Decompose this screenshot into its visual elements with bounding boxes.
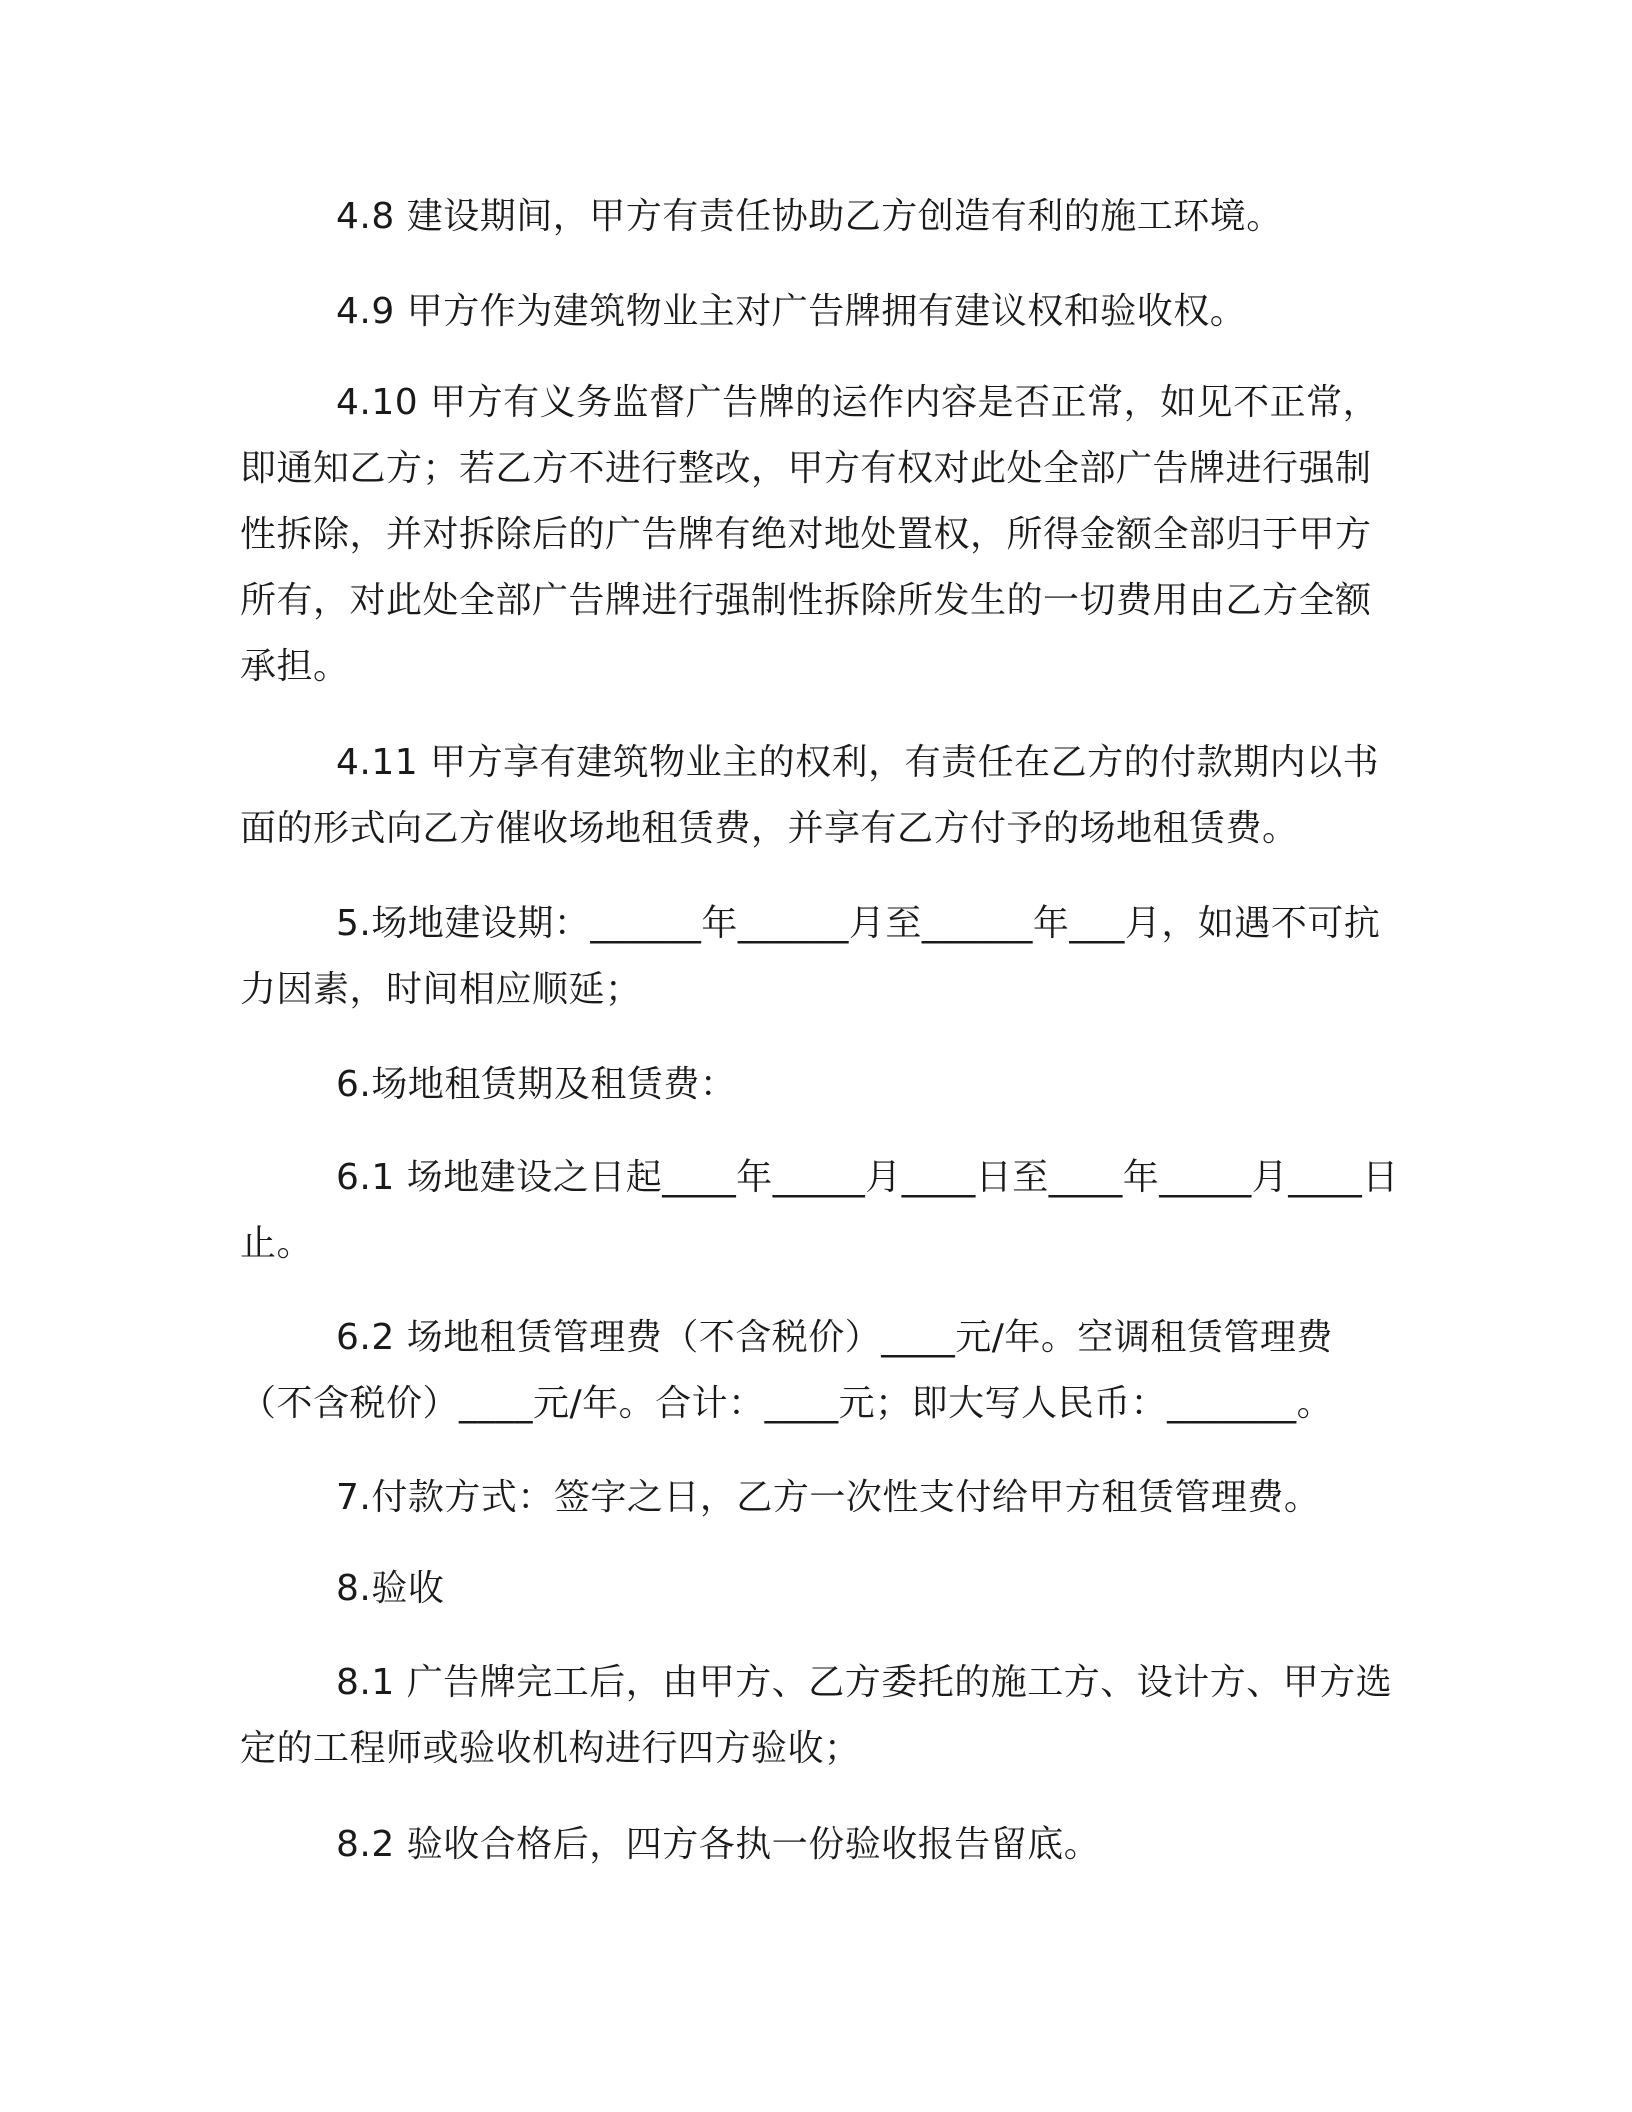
clause-4-8: 4.8 建设期间，甲方有责任协助乙方创造有利的施工环境。 [336, 196, 1283, 237]
clause-8-1: 8.1 广告牌完工后，由甲方、乙方委托的施工方、设计方、甲方选定的工程师或验收机构进行四方验收； [240, 1662, 1393, 1769]
clause-7: 7.付款方式：签字之日，乙方一次性支付给甲方租赁管理费。 [336, 1477, 1321, 1518]
clause-6-2: 6.2 场地租赁管理费（不含税价）____元/年。空调租赁管理费（不含税价）____元/年。合计：____元；即大写人民币：_______。 [240, 1317, 1334, 1424]
clause-8-2: 8.2 验收合格后，四方各执一份验收报告留底。 [336, 1824, 1101, 1865]
clause-4-9: 4.9 甲方作为建筑物业主对广告牌拥有建议权和验收权。 [336, 291, 1247, 332]
clause-4-10: 4.10 甲方有义务监督广告牌的运作内容是否正常，如见不正常，即通知乙方；若乙方不进行整改，甲方有权对此处全部广告牌进行强制性拆除，并对拆除后的广告牌有绝对地处置权，所得金额全部归于甲方所有，对此处全部广告牌进行强制性拆除所发生的一切费用由乙方全额承担。 [240, 382, 1380, 687]
clause-8: 8.验收 [336, 1568, 445, 1609]
clause-5: 5.场地建设期：______年______月至______年___月，如遇不可抗力因素，时间相应顺延； [240, 903, 1381, 1010]
clause-6: 6.场地租赁期及租赁费： [336, 1064, 737, 1105]
clause-6-1: 6.1 场地建设之日起____年_____月____日至____年_____月____日止。 [240, 1157, 1399, 1264]
clause-4-11: 4.11 甲方享有建筑物业主的权利，有责任在乙方的付款期内以书面的形式向乙方催收场地租赁费，并享有乙方付予的场地租赁费。 [240, 742, 1380, 849]
